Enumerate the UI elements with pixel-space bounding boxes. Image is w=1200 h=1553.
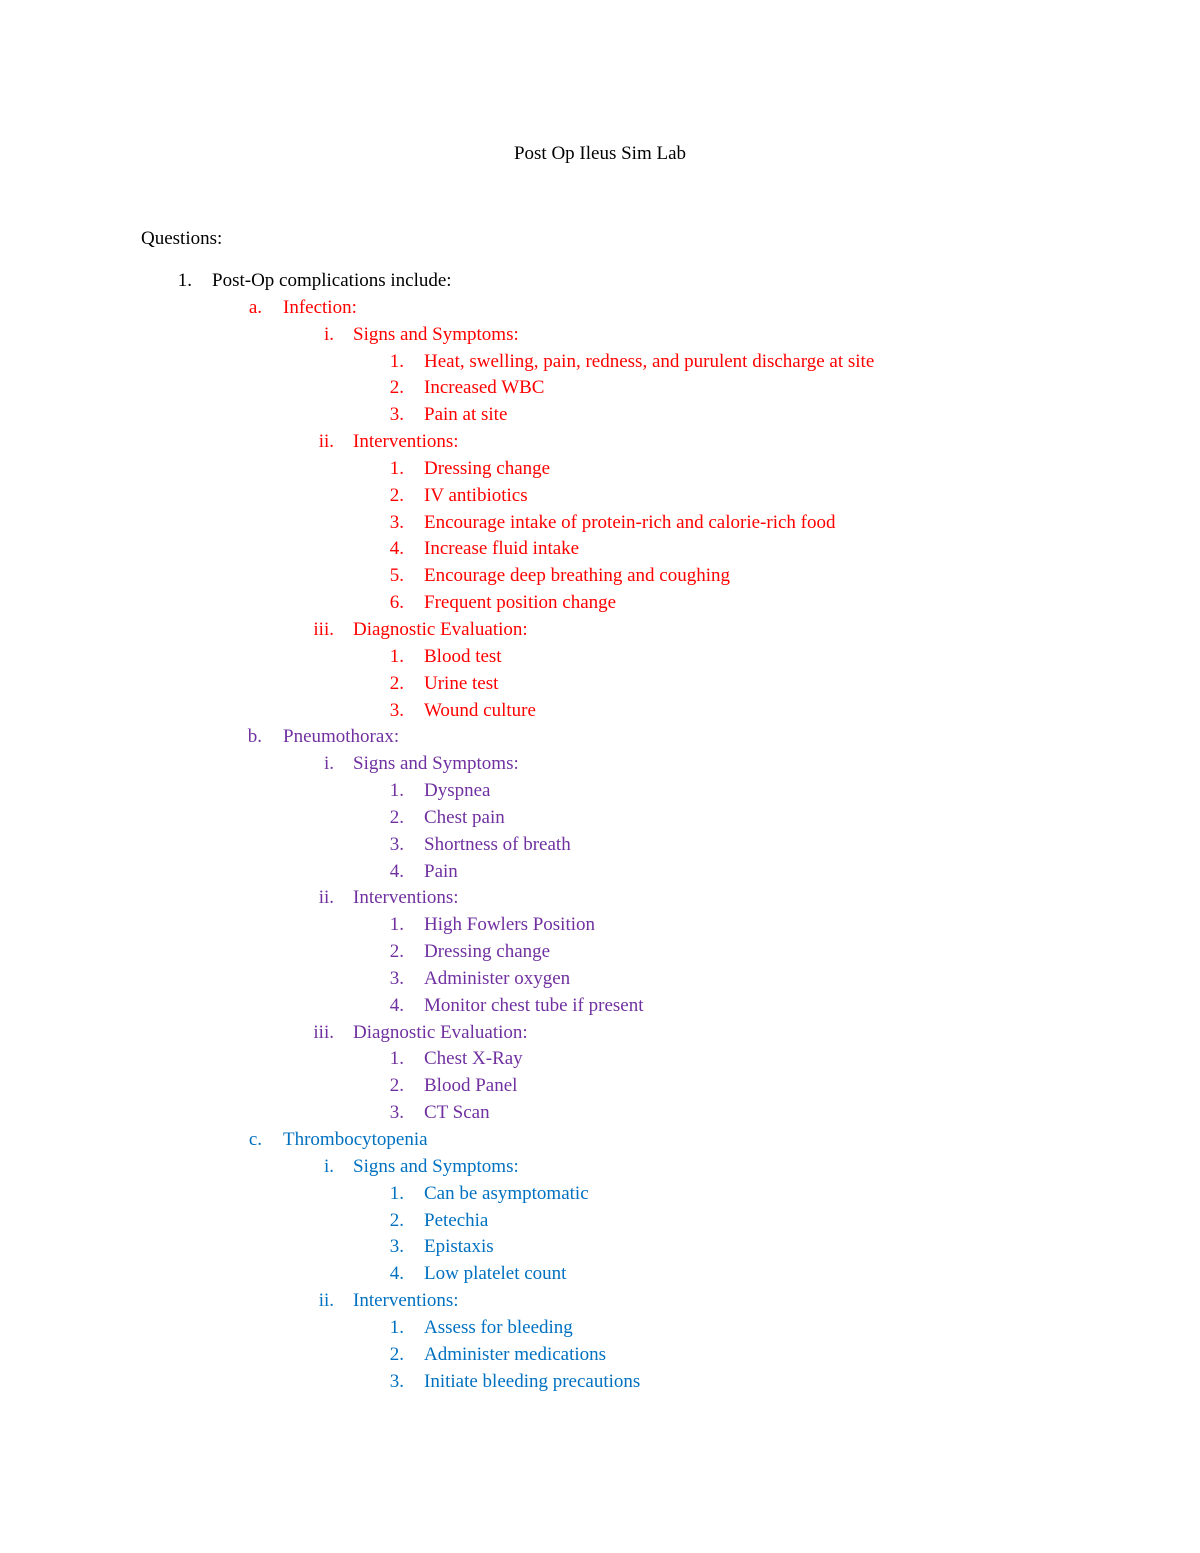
outline-item-marker: ii. — [318, 887, 334, 909]
outline-item — [0, 698, 1200, 725]
outline-item — [0, 590, 1200, 617]
outline-item-marker: b. — [247, 726, 262, 748]
outline-item-text: Dressing change — [424, 457, 551, 479]
outline-item-marker: 3. — [389, 1102, 404, 1124]
outline-item — [0, 268, 1200, 295]
outline-item-text: Monitor chest tube if present — [424, 994, 644, 1016]
outline-item-text: Diagnostic Evaluation: — [353, 1021, 528, 1043]
outline-item-marker: 2. — [389, 377, 404, 399]
outline-list — [0, 268, 1200, 1395]
outline-item — [0, 1046, 1200, 1073]
outline-item — [0, 1261, 1200, 1288]
outline-item-marker: 3. — [389, 1370, 404, 1392]
outline-item — [0, 429, 1200, 456]
page-title: Post Op Ileus Sim Lab — [513, 143, 687, 164]
outline-item-text: Interventions: — [353, 887, 459, 909]
outline-item-text: Interventions: — [353, 1290, 459, 1312]
outline-item-text: Interventions: — [353, 431, 459, 453]
outline-item — [0, 510, 1200, 537]
outline-item-marker: 3. — [389, 511, 404, 533]
outline-item-text: Signs and Symptoms: — [353, 753, 519, 775]
outline-item-text: Heat, swelling, pain, redness, and purulent discharge at site — [424, 350, 875, 372]
outline-item-text: Post-Op complications include: — [212, 270, 452, 291]
outline-item-text: CT Scan — [424, 1102, 490, 1124]
outline-item-text: Infection: — [283, 296, 357, 318]
outline-item-text: Signs and Symptoms: — [353, 323, 519, 345]
outline-item — [0, 912, 1200, 939]
outline-item-marker: 4. — [389, 1263, 404, 1285]
outline-item-text: Assess for bleeding — [424, 1316, 573, 1338]
outline-item-text: Blood Panel — [424, 1075, 518, 1097]
outline-item-marker: ii. — [318, 1290, 334, 1312]
outline-item-text: Pain — [424, 860, 458, 882]
outline-item-text: Wound culture — [424, 699, 536, 721]
outline-item — [0, 617, 1200, 644]
outline-item-text: High Fowlers Position — [424, 914, 596, 936]
outline-item — [0, 402, 1200, 429]
outline-item-marker: 1. — [389, 1048, 404, 1070]
outline-item — [0, 1020, 1200, 1047]
outline-item-marker: 5. — [389, 565, 404, 587]
outline-item-text: Epistaxis — [424, 1236, 494, 1258]
outline-item — [0, 805, 1200, 832]
outline-item-text: Can be asymptomatic — [424, 1182, 589, 1204]
outline-item — [0, 885, 1200, 912]
outline-item-text: Low platelet count — [424, 1263, 567, 1285]
outline-item-text: Encourage deep breathing and coughing — [424, 565, 730, 587]
outline-item-marker: 1. — [389, 350, 404, 372]
outline-item-text: Petechia — [424, 1209, 489, 1231]
outline-item-marker: 6. — [389, 592, 404, 614]
outline-item — [0, 859, 1200, 886]
outline-item-marker: 2. — [389, 484, 404, 506]
outline-item — [0, 671, 1200, 698]
outline-item-text: Pneumothorax: — [283, 726, 400, 748]
outline-item-text: Increase fluid intake — [424, 538, 580, 560]
outline-item — [0, 483, 1200, 510]
outline-item-text: Chest pain — [424, 806, 505, 828]
outline-item-marker: 4. — [389, 538, 404, 560]
outline-item — [0, 295, 1200, 322]
outline-item-marker: 4. — [389, 860, 404, 882]
outline-item-marker: 1. — [177, 270, 192, 291]
outline-item — [0, 1073, 1200, 1100]
outline-item-text: Dressing change — [424, 941, 551, 963]
outline-item-marker: 1. — [389, 645, 404, 667]
outline-item-marker: 3. — [389, 1236, 404, 1258]
outline-item — [0, 322, 1200, 349]
outline-item-marker: 2. — [389, 1343, 404, 1365]
outline-item-marker: 2. — [389, 1209, 404, 1231]
outline-item-text: Thrombocytopenia — [283, 1129, 428, 1150]
outline-item-text: Urine test — [424, 672, 499, 694]
outline-item-text: Dyspnea — [424, 780, 491, 802]
outline-item — [0, 993, 1200, 1020]
outline-item — [0, 1208, 1200, 1235]
outline-item — [0, 1234, 1200, 1261]
outline-item — [0, 644, 1200, 671]
outline-item-text: Administer medications — [424, 1343, 607, 1365]
outline-item-text: IV antibiotics — [424, 484, 528, 506]
outline-item-text: Chest X-Ray — [424, 1048, 523, 1070]
outline-item-marker: i. — [323, 1155, 334, 1177]
outline-item-text: Blood test — [424, 645, 502, 667]
outline-item-marker: 1. — [389, 457, 404, 479]
outline-item-text: Increased WBC — [424, 377, 545, 399]
outline-item-marker: iii. — [313, 1021, 334, 1043]
outline-item — [0, 1315, 1200, 1342]
outline-item — [0, 1154, 1200, 1181]
outline-item-marker: 1. — [389, 780, 404, 802]
outline-item-marker: 1. — [389, 1182, 404, 1204]
outline-item — [0, 724, 1200, 751]
outline-item-marker: 2. — [389, 1075, 404, 1097]
outline-item-marker: c. — [248, 1129, 262, 1150]
outline-item-text: Shortness of breath — [424, 833, 571, 855]
outline-item — [0, 456, 1200, 483]
outline-item — [0, 375, 1200, 402]
outline-item — [0, 1181, 1200, 1208]
outline-item — [0, 349, 1200, 376]
outline-item — [0, 536, 1200, 563]
outline-item-marker: 1. — [389, 914, 404, 936]
outline-item-marker: a. — [248, 296, 262, 318]
outline-item-marker: iii. — [313, 618, 334, 640]
outline-item-marker: 2. — [389, 941, 404, 963]
outline-item-marker: 3. — [389, 404, 404, 426]
outline-item — [0, 939, 1200, 966]
outline-item-marker: 3. — [389, 833, 404, 855]
outline-item-marker: 3. — [389, 699, 404, 721]
outline-item-text: Diagnostic Evaluation: — [353, 618, 528, 640]
outline-item-text: Initiate bleeding precautions — [424, 1370, 641, 1392]
questions-heading: Questions: — [141, 228, 223, 249]
outline-item-text: Pain at site — [424, 404, 508, 426]
outline-item — [0, 1100, 1200, 1127]
outline-item-marker: 2. — [389, 806, 404, 828]
outline-item-marker: 1. — [389, 1316, 404, 1338]
outline-item — [0, 1369, 1200, 1396]
outline-item-text: Signs and Symptoms: — [353, 1155, 519, 1177]
outline-item-text: Frequent position change — [424, 592, 617, 614]
outline-item-marker: 3. — [389, 967, 404, 989]
outline-item-marker: i. — [323, 753, 334, 775]
outline-item — [0, 1342, 1200, 1369]
outline-item — [0, 1288, 1200, 1315]
outline-item-marker: ii. — [318, 431, 334, 453]
outline-item-marker: 2. — [389, 672, 404, 694]
outline-item-text: Encourage intake of protein-rich and calorie-rich food — [424, 511, 836, 533]
outline-item — [0, 778, 1200, 805]
outline-item — [0, 832, 1200, 859]
outline-item — [0, 1127, 1200, 1154]
outline-item — [0, 966, 1200, 993]
outline-item-marker: 4. — [389, 994, 404, 1016]
outline-item-marker: i. — [323, 323, 334, 345]
outline-item — [0, 751, 1200, 778]
outline-item-text: Administer oxygen — [424, 967, 571, 989]
outline-item — [0, 563, 1200, 590]
